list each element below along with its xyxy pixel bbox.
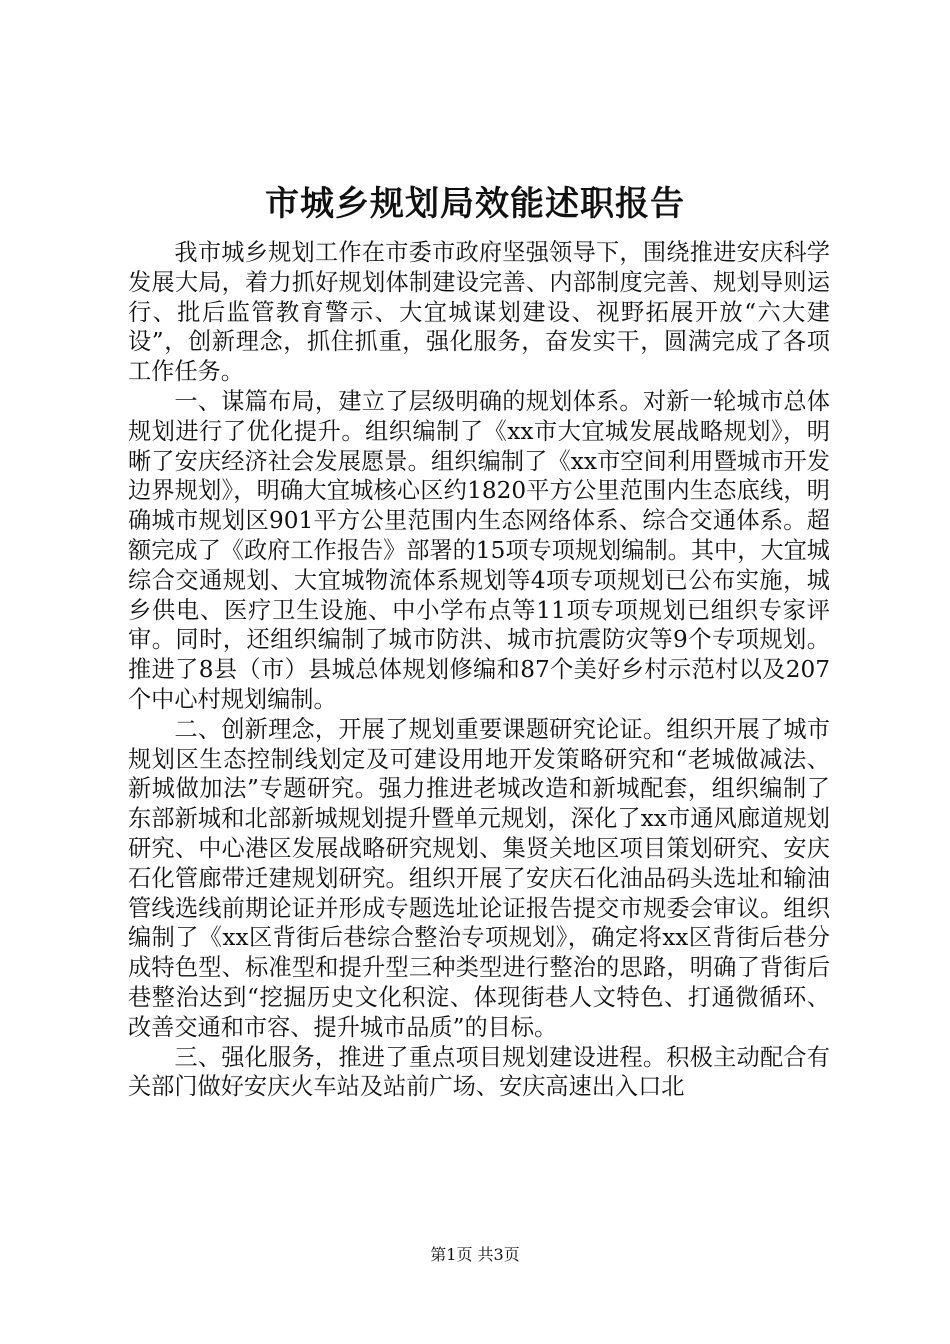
paragraph-section-3: 三、强化服务，推进了重点项目规划建设进程。积极主动配合有关部门做好安庆火车站及站前广场、安庆高速出入口北 (128, 1043, 830, 1101)
paragraph-intro: 我市城乡规划工作在市委市政府坚强领导下，围绕推进安庆科学发展大局，着力抓好规划体制建设完善、内部制度完善、规划导则运行、批后监管教育警示、大宜城谋划建设、视野拓展开放“六大建设”，创新理念，抓住抓重，强化服务，奋发实干，圆满完成了各项工作任务。 (128, 239, 830, 386)
document-body (128, 238, 830, 1102)
paragraph-section-2: 二、创新理念，开展了规划重要课题研究论证。组织开展了城市规划区生态控制线划定及可建设用地开发策略研究和“老城做减法、新城做加法”专题研究。强力推进老城改造和新城配套，组织编制了东部新城和北部新城规划提升暨单元规划，深化了xx市通风廊道规划研究、中心港区发展战略研究规划、集贤关地区项目策划研究、安庆石化管廊带迁建规划研究。组织开展了安庆石化油品码头选址和输油管线选线前期论证并形成专题选址论证报告提交市规委会审议。组织编制了《xx区背街后巷综合整治专项规划》，确定将xx区背街后巷分成特色型、标准型和提升型三种类型进行整治的思路，明确了背街后巷整治达到“挖掘历史文化积淀、体现街巷人文特色、打通微循环、改善交通和市容、提升城市品质”的目标。 (128, 715, 830, 1041)
paragraph-section-1: 一、谋篇布局，建立了层级明确的规划体系。对新一轮城市总体规划进行了优化提升。组织编制了《xx市大宜城发展战略规划》，明晰了安庆经济社会发展愿景。组织编制了《xx市空间利用暨城市开发边界规划》，明确大宜城核心区约1820平方公里范围内生态底线，明确城市规划区901平方公里范围内生态网络体系、综合交通体系。超额完成了《政府工作报告》部署的15项专项规划编制。其中，大宜城综合交通规划、大宜城物流体系规划等4项专项规划已公布实施，城乡供电、医疗卫生设施、中小学布点等11项专项规划已组织专家评审。同时，还组织编制了城市防洪、城市抗震防灾等9个专项规划。推进了8县（市）县城总体规划修编和87个美好乡村示范村以及207个中心村规划编制。 (128, 387, 830, 713)
page-number-footer: 第1页 共3页 (430, 1245, 520, 1264)
document-title: 市城乡规划局效能述职报告 (265, 184, 685, 224)
